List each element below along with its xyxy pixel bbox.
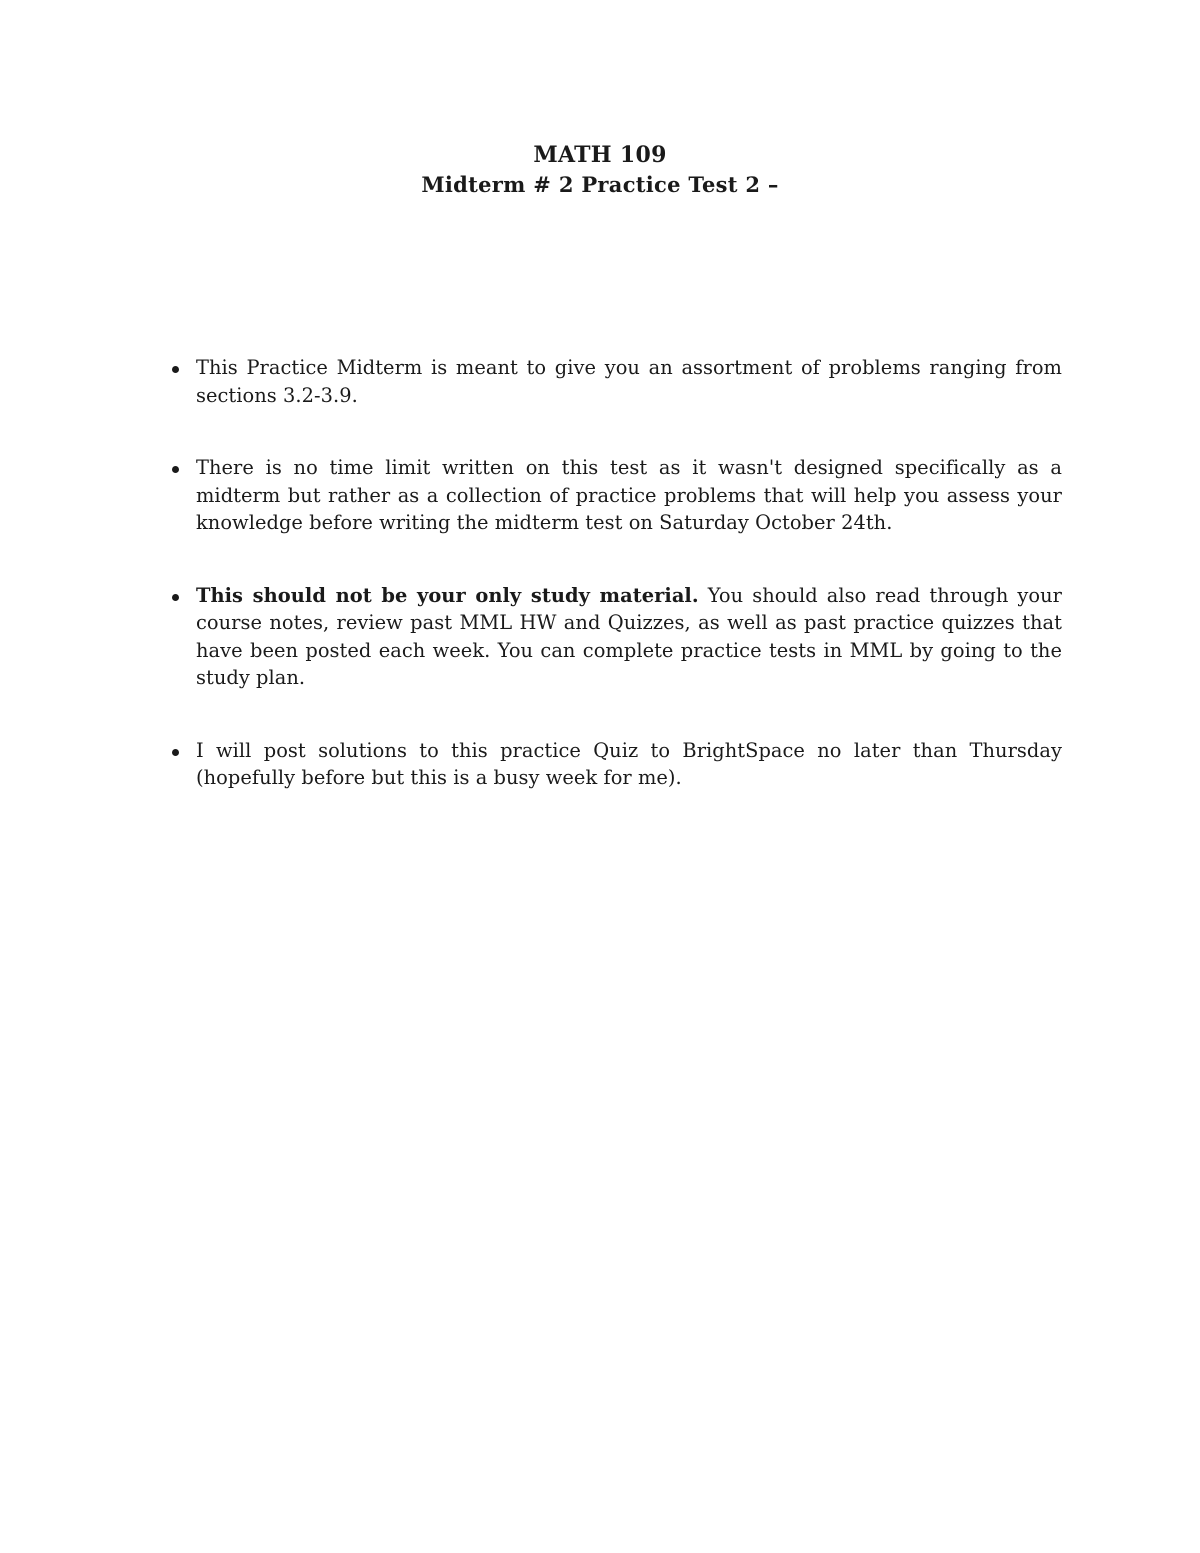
instruction-emphasis: This should not be your only study material. (196, 583, 699, 607)
instruction-item (170, 354, 1062, 409)
instruction-text: You should also read through your course notes, review past MML HW and Quizzes, as well as past practice quizzes that have been posted each week. You can complete practice tests in MML by going to the study plan. (196, 583, 1063, 689)
instruction-text: This Practice Midterm is meant to give you an assortment of problems ranging from sections 3.2-3.9. (196, 356, 1062, 407)
instruction-item (170, 582, 1062, 692)
instruction-item (170, 737, 1062, 792)
bullet-icon (172, 466, 179, 473)
instruction-item (170, 454, 1062, 537)
test-title: Midterm # 2 Practice Test 2 – (421, 172, 779, 197)
instructions-list (170, 354, 1062, 837)
document-header (0, 140, 1200, 200)
instruction-text: There is no time limit written on this test as it wasn't designed specifically as a midterm but rather as a collection of practice problems that will help you assess your knowledge before writing the midterm test on Saturday October 24th. (196, 456, 1062, 534)
bullet-icon (172, 594, 179, 601)
course-title: MATH 109 (533, 142, 667, 168)
instruction-text: I will post solutions to this practice Quiz to BrightSpace no later than Thursday (hopefully before but this is a busy week for me). (196, 738, 1062, 789)
bullet-icon (172, 749, 179, 756)
bullet-icon (172, 366, 179, 373)
